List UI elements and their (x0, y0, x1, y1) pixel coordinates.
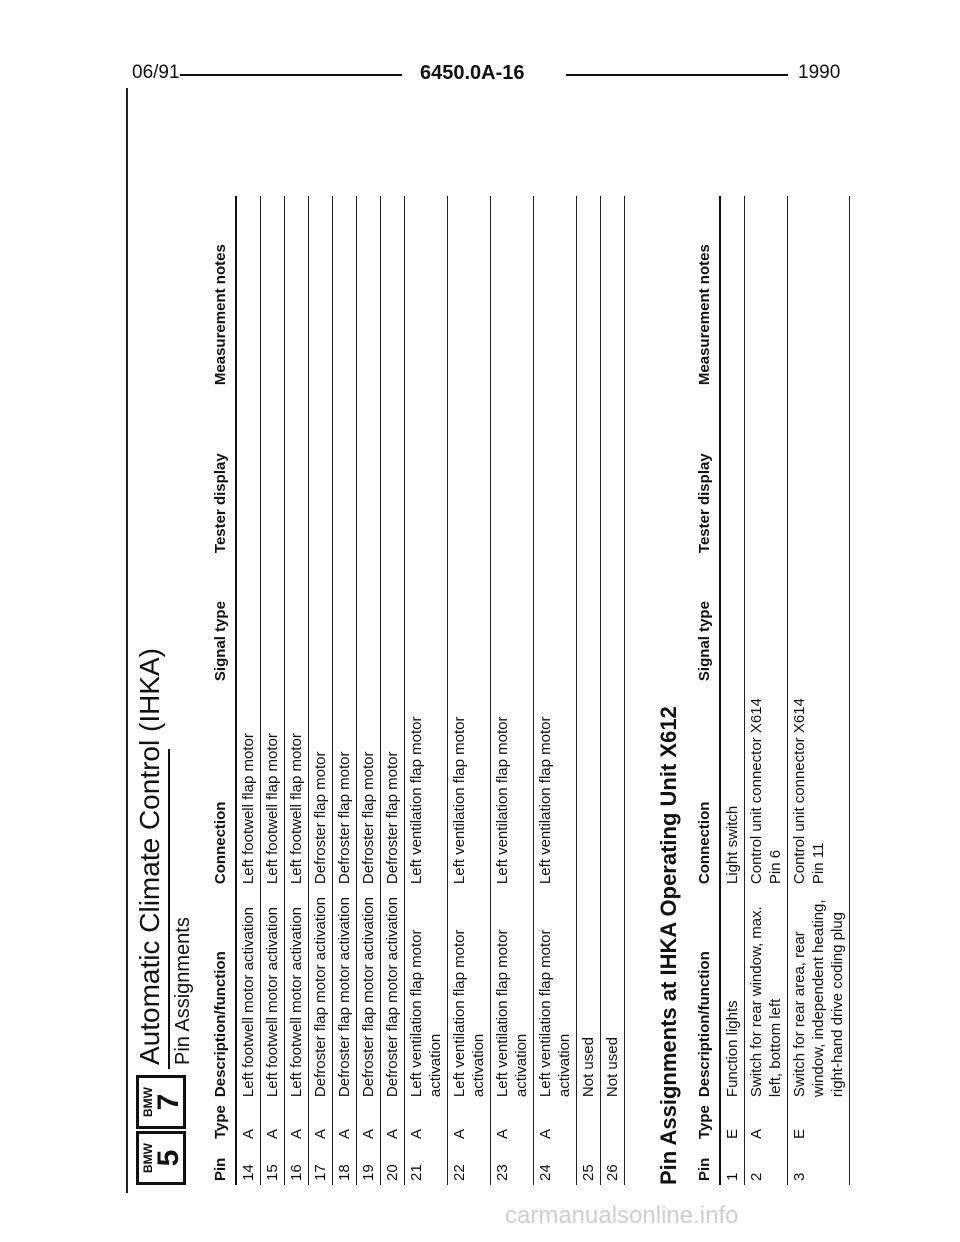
logo-brand-left: BMW (141, 1143, 155, 1173)
cell-connection: Left ventilation flap motor (448, 685, 491, 888)
cell-description: Left ventilation flap motor activation (534, 888, 577, 1101)
cell-description: Left ventilation flap motor activation (491, 888, 534, 1101)
cell-measurement-notes (405, 196, 448, 389)
site-watermark: carmanualsonline.info (505, 1202, 739, 1229)
cell-measurement-notes (448, 196, 491, 389)
table-row (534, 196, 577, 1185)
cell-type: A (448, 1101, 491, 1143)
cell-pin: 15 (261, 1143, 285, 1185)
cell-signal-type (285, 557, 309, 685)
cell-pin: 23 (491, 1143, 534, 1185)
cell-pin: 2 (745, 1143, 788, 1185)
cell-signal-type (745, 557, 788, 685)
cell-type (601, 1101, 625, 1143)
pin-table-1 (212, 196, 625, 1185)
t1-col-type: Type (212, 1101, 236, 1143)
cell-type: E (720, 1101, 745, 1143)
header-rule-left (180, 74, 402, 76)
page-subtitle: Pin Assignments (172, 917, 194, 1065)
title-underline (168, 749, 170, 1069)
table-row (720, 196, 745, 1185)
cell-pin: 26 (601, 1143, 625, 1185)
cell-measurement-notes (309, 196, 333, 389)
t2-col-signal: Signal type (696, 557, 720, 685)
cell-signal-type (236, 557, 261, 685)
cell-measurement-notes (788, 196, 850, 389)
t2-col-pin: Pin (696, 1143, 720, 1185)
cell-pin: 21 (405, 1143, 448, 1185)
cell-measurement-notes (285, 196, 309, 389)
t2-col-meas: Measurement notes (696, 196, 720, 389)
t1-col-pin: Pin (212, 1143, 236, 1185)
cell-type: A (236, 1101, 261, 1143)
t1-col-conn: Connection (212, 685, 236, 888)
cell-type: A (381, 1101, 405, 1143)
cell-measurement-notes (261, 196, 285, 389)
t2-col-type: Type (696, 1101, 720, 1143)
cell-type: A (745, 1101, 788, 1143)
cell-pin: 17 (309, 1143, 333, 1185)
table-row (309, 196, 333, 1185)
cell-pin: 24 (534, 1143, 577, 1185)
cell-connection (577, 685, 601, 888)
bmw-5-logo (136, 1131, 186, 1185)
cell-signal-type (788, 557, 850, 685)
cell-measurement-notes (357, 196, 381, 389)
cell-type: A (534, 1101, 577, 1143)
bmw-7-logo (136, 1075, 186, 1129)
cell-signal-type (261, 557, 285, 685)
header-year: 1990 (798, 62, 841, 83)
cell-tester-display (381, 389, 405, 557)
section2-title: Pin Assignments at IHKA Operating Unit X612 (656, 706, 681, 1185)
table-row (381, 196, 405, 1185)
cell-description: Left footwell motor activation (236, 888, 261, 1101)
cell-connection: Left footwell flap motor (236, 685, 261, 888)
cell-signal-type (601, 557, 625, 685)
cell-signal-type (577, 557, 601, 685)
t1-col-meas: Measurement notes (212, 196, 236, 389)
table2-body (720, 196, 850, 1185)
pin-table-2 (696, 196, 850, 1185)
cell-type (577, 1101, 601, 1143)
cell-tester-display (534, 389, 577, 557)
cell-connection: Control unit connector X614 Pin 11 (788, 685, 850, 888)
cell-connection: Left ventilation flap motor (405, 685, 448, 888)
cell-type: E (788, 1101, 850, 1143)
logo-brand-right: BMW (141, 1087, 155, 1117)
cell-signal-type (534, 557, 577, 685)
cell-pin: 19 (357, 1143, 381, 1185)
table-row (745, 196, 788, 1185)
table-row (405, 196, 448, 1185)
cell-type: A (285, 1101, 309, 1143)
table-row (491, 196, 534, 1185)
cell-description: Defroster flap motor activation (333, 888, 357, 1101)
rotated-content (136, 100, 956, 1185)
t2-col-conn: Connection (696, 685, 720, 888)
table-row (285, 196, 309, 1185)
cell-pin: 25 (577, 1143, 601, 1185)
table-row (357, 196, 381, 1185)
cell-tester-display (236, 389, 261, 557)
cell-type: A (357, 1101, 381, 1143)
t1-col-tester: Tester display (212, 389, 236, 557)
cell-tester-display (261, 389, 285, 557)
t2-col-desc: Description/function (696, 888, 720, 1101)
cell-pin: 16 (285, 1143, 309, 1185)
cell-type: A (309, 1101, 333, 1143)
cell-connection: Left footwell flap motor (285, 685, 309, 888)
table1-body (236, 196, 625, 1185)
cell-type: A (405, 1101, 448, 1143)
cell-description: Switch for rear area, rear window, independent heating, right-hand drive coding plug (788, 888, 850, 1101)
cell-description: Defroster flap motor activation (309, 888, 333, 1101)
cell-signal-type (333, 557, 357, 685)
cell-type: A (491, 1101, 534, 1143)
cell-signal-type (309, 557, 333, 685)
cell-signal-type (381, 557, 405, 685)
cell-pin: 18 (333, 1143, 357, 1185)
cell-pin: 20 (381, 1143, 405, 1185)
t1-col-signal: Signal type (212, 557, 236, 685)
t1-col-desc: Description/function (212, 888, 236, 1101)
table-row (601, 196, 625, 1185)
logo-series-right: 7 (152, 1093, 185, 1111)
cell-connection: Left ventilation flap motor (534, 685, 577, 888)
cell-tester-display (720, 389, 745, 557)
cell-measurement-notes (236, 196, 261, 389)
cell-tester-display (601, 389, 625, 557)
cell-tester-display (788, 389, 850, 557)
cell-tester-display (745, 389, 788, 557)
cell-tester-display (285, 389, 309, 557)
cell-tester-display (448, 389, 491, 557)
cell-pin: 14 (236, 1143, 261, 1185)
table-row (448, 196, 491, 1185)
cell-measurement-notes (720, 196, 745, 389)
table-row (261, 196, 285, 1185)
cell-description: Left ventilation flap motor activation (405, 888, 448, 1101)
page-margin-rule (126, 88, 128, 1193)
logo-series-left: 5 (152, 1149, 185, 1167)
header-date: 06/91 (132, 62, 180, 83)
cell-description: Defroster flap motor activation (381, 888, 405, 1101)
cell-description: Defroster flap motor activation (357, 888, 381, 1101)
header-code: 6450.0A-16 (420, 62, 525, 84)
cell-measurement-notes (333, 196, 357, 389)
cell-pin: 1 (720, 1143, 745, 1185)
table1-header-row (212, 196, 236, 1185)
cell-signal-type (448, 557, 491, 685)
cell-tester-display (333, 389, 357, 557)
cell-description: Left footwell motor activation (261, 888, 285, 1101)
cell-connection: Left footwell flap motor (261, 685, 285, 888)
table-row (577, 196, 601, 1185)
cell-measurement-notes (577, 196, 601, 389)
header-rule-right (566, 74, 788, 76)
cell-pin: 22 (448, 1143, 491, 1185)
cell-type: A (333, 1101, 357, 1143)
table-row (236, 196, 261, 1185)
cell-connection: Defroster flap motor (357, 685, 381, 888)
cell-connection: Light switch (720, 685, 745, 888)
cell-description: Not used (577, 888, 601, 1101)
cell-tester-display (491, 389, 534, 557)
t2-col-tester: Tester display (696, 389, 720, 557)
cell-tester-display (405, 389, 448, 557)
cell-measurement-notes (745, 196, 788, 389)
page-title: Automatic Climate Control (IHKA) (134, 647, 165, 1065)
table-row (788, 196, 850, 1185)
cell-description: Not used (601, 888, 625, 1101)
cell-tester-display (357, 389, 381, 557)
cell-connection: Defroster flap motor (333, 685, 357, 888)
cell-pin: 3 (788, 1143, 850, 1185)
cell-type: A (261, 1101, 285, 1143)
cell-connection: Left ventilation flap motor (491, 685, 534, 888)
cell-connection (601, 685, 625, 888)
cell-connection: Control unit connector X614 Pin 6 (745, 685, 788, 888)
cell-connection: Defroster flap motor (309, 685, 333, 888)
cell-measurement-notes (601, 196, 625, 389)
cell-tester-display (577, 389, 601, 557)
cell-signal-type (491, 557, 534, 685)
table-row (333, 196, 357, 1185)
cell-tester-display (309, 389, 333, 557)
cell-measurement-notes (534, 196, 577, 389)
cell-description: Left footwell motor activation (285, 888, 309, 1101)
cell-measurement-notes (381, 196, 405, 389)
cell-signal-type (405, 557, 448, 685)
cell-description: Function lights (720, 888, 745, 1101)
cell-description: Left ventilation flap motor activation (448, 888, 491, 1101)
table2-header-row (696, 196, 720, 1185)
cell-description: Switch for rear window, max. left, bottom left (745, 888, 788, 1101)
cell-connection: Defroster flap motor (381, 685, 405, 888)
cell-measurement-notes (491, 196, 534, 389)
cell-signal-type (357, 557, 381, 685)
cell-signal-type (720, 557, 745, 685)
